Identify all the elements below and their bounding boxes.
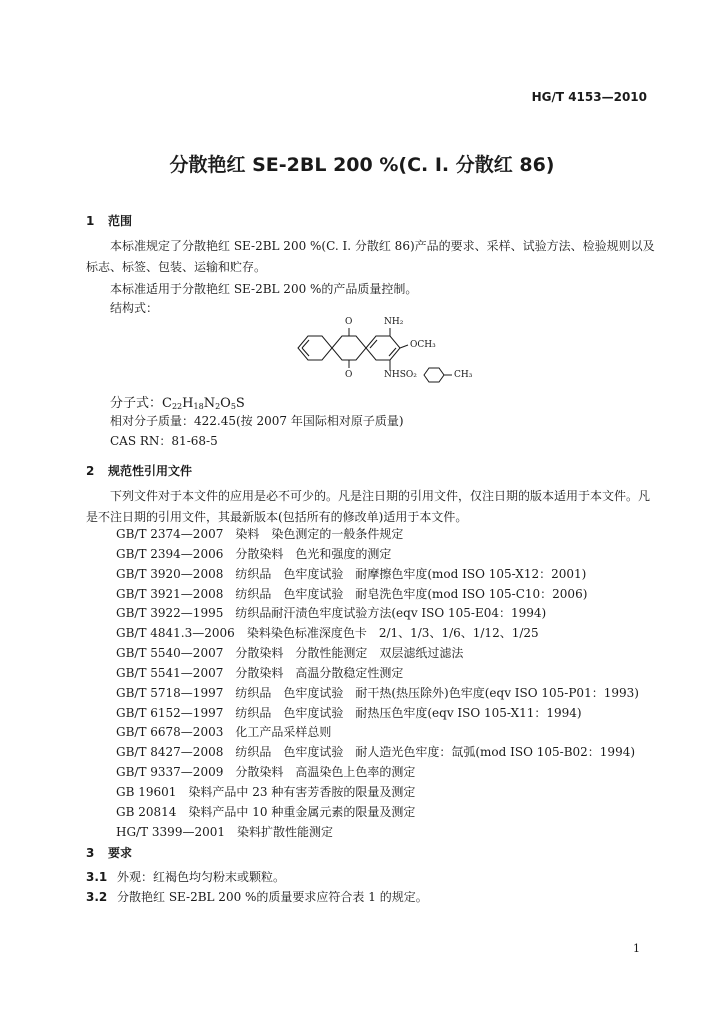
reference-code: GB 20814 bbox=[116, 804, 177, 819]
tolyl-ring bbox=[424, 368, 444, 382]
reference-separator bbox=[223, 686, 235, 700]
reference-separator bbox=[223, 745, 235, 759]
middle-quinone-ring bbox=[332, 336, 366, 360]
formula-hydrogen: H bbox=[182, 396, 194, 411]
reference-separator bbox=[235, 626, 247, 640]
formula-oxygen: O bbox=[220, 396, 231, 411]
reference-title: 化工产品采样总则 bbox=[235, 725, 332, 740]
reference-code: GB/T 9337—2009 bbox=[116, 765, 224, 780]
left-benzene-ring bbox=[298, 336, 332, 360]
reference-item bbox=[116, 624, 639, 644]
reference-title: 纺织品 色牢度试验 耐皂洗色牢度(mod ISO 105-C10：2006) bbox=[235, 586, 588, 601]
reference-title: 纺织品耐汗渍色牢度试验方法(eqv ISO 105-E04：1994) bbox=[235, 606, 547, 621]
formula-hydrogen-count: 18 bbox=[193, 402, 204, 411]
molecular-mass: 相对分子质量：422.45(按 2007 年国际相对原子质量) bbox=[110, 414, 404, 428]
reference-item bbox=[116, 704, 639, 724]
cas-number: CAS RN：81-68-5 bbox=[110, 434, 218, 448]
reference-title: 染料染色标准深度色卡 2/1、1/3、1/6、1/12、1/25 bbox=[246, 626, 539, 641]
formula-nitrogen-count: 2 bbox=[215, 402, 221, 411]
normative-references-list bbox=[116, 525, 639, 843]
reference-title: 纺织品 色牢度试验 耐干热(热压除外)色牢度(eqv ISO 105-P01：1993) bbox=[235, 685, 639, 700]
reference-code: GB/T 4841.3—2006 bbox=[116, 626, 235, 641]
reference-separator bbox=[223, 765, 235, 779]
reference-item bbox=[116, 565, 639, 585]
reference-title: 染料 染色测定的一般条件规定 bbox=[235, 527, 404, 541]
reference-separator bbox=[223, 646, 235, 660]
reference-item bbox=[116, 763, 639, 783]
right-ring bbox=[366, 336, 400, 360]
section-1-heading bbox=[86, 212, 132, 229]
reference-separator bbox=[176, 785, 188, 799]
formula-oxygen-count: 5 bbox=[230, 402, 236, 411]
reference-title: 染料产品中 10 种重金属元素的限量及测定 bbox=[188, 804, 416, 819]
reference-code: GB 19601 bbox=[116, 784, 177, 799]
section-title: 要求 bbox=[108, 846, 133, 860]
page-number: 1 bbox=[633, 942, 640, 955]
requirement-number: 3.1 bbox=[86, 870, 108, 884]
reference-item bbox=[116, 525, 639, 545]
reference-item bbox=[116, 604, 639, 624]
reference-code: GB/T 6678—2003 bbox=[116, 725, 224, 740]
section-number: 2 bbox=[86, 464, 95, 478]
formula-sulfur: S bbox=[235, 396, 245, 411]
reference-title: 染料扩散性能测定 bbox=[237, 824, 334, 839]
section-title: 规范性引用文件 bbox=[108, 464, 193, 478]
reference-item bbox=[116, 664, 639, 684]
carbonyl-o-bottom: O bbox=[345, 370, 353, 380]
formula-carbon-count: 22 bbox=[171, 402, 183, 411]
section-3-heading bbox=[86, 844, 132, 861]
reference-item bbox=[116, 723, 639, 743]
formula-carbon: C bbox=[162, 396, 172, 411]
document-title: 分散艳红 SE-2BL 200 %(C. I. 分散红 86) bbox=[169, 154, 555, 176]
reference-item bbox=[116, 644, 639, 664]
reference-title: 分散染料 高温染色上色率的测定 bbox=[235, 765, 416, 780]
reference-item bbox=[116, 803, 639, 823]
sulfonamide-group-label: NHSO₂ bbox=[384, 370, 417, 380]
methoxy-group-label: OCH₃ bbox=[410, 340, 436, 350]
reference-code: HG/T 3399—2001 bbox=[116, 824, 225, 839]
reference-code: GB/T 6152—1997 bbox=[116, 705, 224, 720]
reference-code: GB/T 8427—2008 bbox=[116, 745, 224, 760]
reference-code: GB/T 5718—1997 bbox=[116, 685, 224, 700]
requirement-number: 3.2 bbox=[86, 890, 108, 904]
reference-title: 纺织品 色牢度试验 耐热压色牢度(eqv ISO 105-X11：1994) bbox=[235, 705, 582, 720]
scope-applicability: 本标准适用于分散艳红 SE-2BL 200 %的产品质量控制。 bbox=[110, 282, 418, 296]
section-number: 1 bbox=[86, 214, 95, 228]
reference-separator bbox=[223, 706, 235, 720]
reference-item bbox=[116, 783, 639, 803]
reference-separator bbox=[223, 666, 235, 680]
reference-item bbox=[116, 585, 639, 605]
reference-title: 分散染料 分散性能测定 双层滤纸过滤法 bbox=[235, 646, 464, 661]
section-number: 3 bbox=[86, 846, 95, 860]
reference-code: GB/T 2394—2006 bbox=[116, 546, 224, 561]
amino-group-label: NH₂ bbox=[384, 317, 404, 327]
reference-title: 纺织品 色牢度试验 耐摩擦色牢度(mod ISO 105-X12：2001) bbox=[235, 566, 587, 581]
formula-nitrogen: N bbox=[203, 396, 216, 411]
reference-title: 分散染料 高温分散稳定性测定 bbox=[235, 665, 404, 680]
methyl-group-label: CH₃ bbox=[454, 370, 473, 380]
reference-code: GB/T 3920—2008 bbox=[116, 566, 224, 581]
reference-item bbox=[116, 743, 639, 763]
requirement-item bbox=[86, 888, 428, 905]
reference-item bbox=[116, 545, 639, 565]
references-intro-paragraph: 下列文件对于本文件的应用是必不可少的。凡是注日期的引用文件，仅注日期的版本适用于本文件。凡是不注日期的引用文件，其最新版本(包括所有的修改单)适用于本文件。 bbox=[86, 489, 651, 524]
reference-title: 纺织品 色牢度试验 耐人造光色牢度：氙弧(mod ISO 105-B02：1994) bbox=[235, 745, 636, 760]
section-title: 范围 bbox=[108, 214, 133, 228]
reference-separator bbox=[176, 805, 188, 819]
reference-code: GB/T 3922—1995 bbox=[116, 606, 224, 621]
reference-title: 染料产品中 23 种有害芳香胺的限量及测定 bbox=[188, 784, 416, 799]
reference-separator bbox=[223, 527, 235, 541]
requirement-text: 分散艳红 SE-2BL 200 %的质量要求应符合表 1 的规定。 bbox=[117, 890, 428, 904]
reference-separator bbox=[223, 567, 235, 581]
reference-separator bbox=[223, 587, 235, 601]
reference-item bbox=[116, 684, 639, 704]
scope-paragraph: 本标准规定了分散艳红 SE-2BL 200 %(C. I. 分散红 86)产品的要求、采样、试验方法、检验规则以及标志、标签、包装、运输和贮存。 bbox=[86, 239, 655, 274]
reference-separator bbox=[223, 725, 235, 739]
reference-code: GB/T 2374—2007 bbox=[116, 527, 224, 541]
reference-separator bbox=[223, 606, 235, 620]
reference-separator bbox=[223, 547, 235, 561]
carbonyl-o-top: O bbox=[345, 317, 353, 327]
structure-label: 结构式： bbox=[110, 301, 159, 315]
reference-code: GB/T 5540—2007 bbox=[116, 646, 224, 661]
requirement-item bbox=[86, 868, 285, 885]
document-code: HG/T 4153—2010 bbox=[531, 90, 647, 104]
formula-label: 分子式： bbox=[110, 396, 163, 411]
requirement-text: 外观：红褐色均匀粉末或颗粒。 bbox=[117, 870, 286, 884]
reference-item bbox=[116, 823, 639, 843]
section-2-heading bbox=[86, 462, 192, 479]
molecular-formula bbox=[110, 392, 245, 411]
reference-separator bbox=[225, 825, 237, 839]
structural-formula-diagram bbox=[290, 312, 473, 384]
reference-code: GB/T 5541—2007 bbox=[116, 665, 224, 680]
reference-title: 分散染料 色光和强度的测定 bbox=[235, 546, 392, 561]
reference-code: GB/T 3921—2008 bbox=[116, 586, 224, 601]
